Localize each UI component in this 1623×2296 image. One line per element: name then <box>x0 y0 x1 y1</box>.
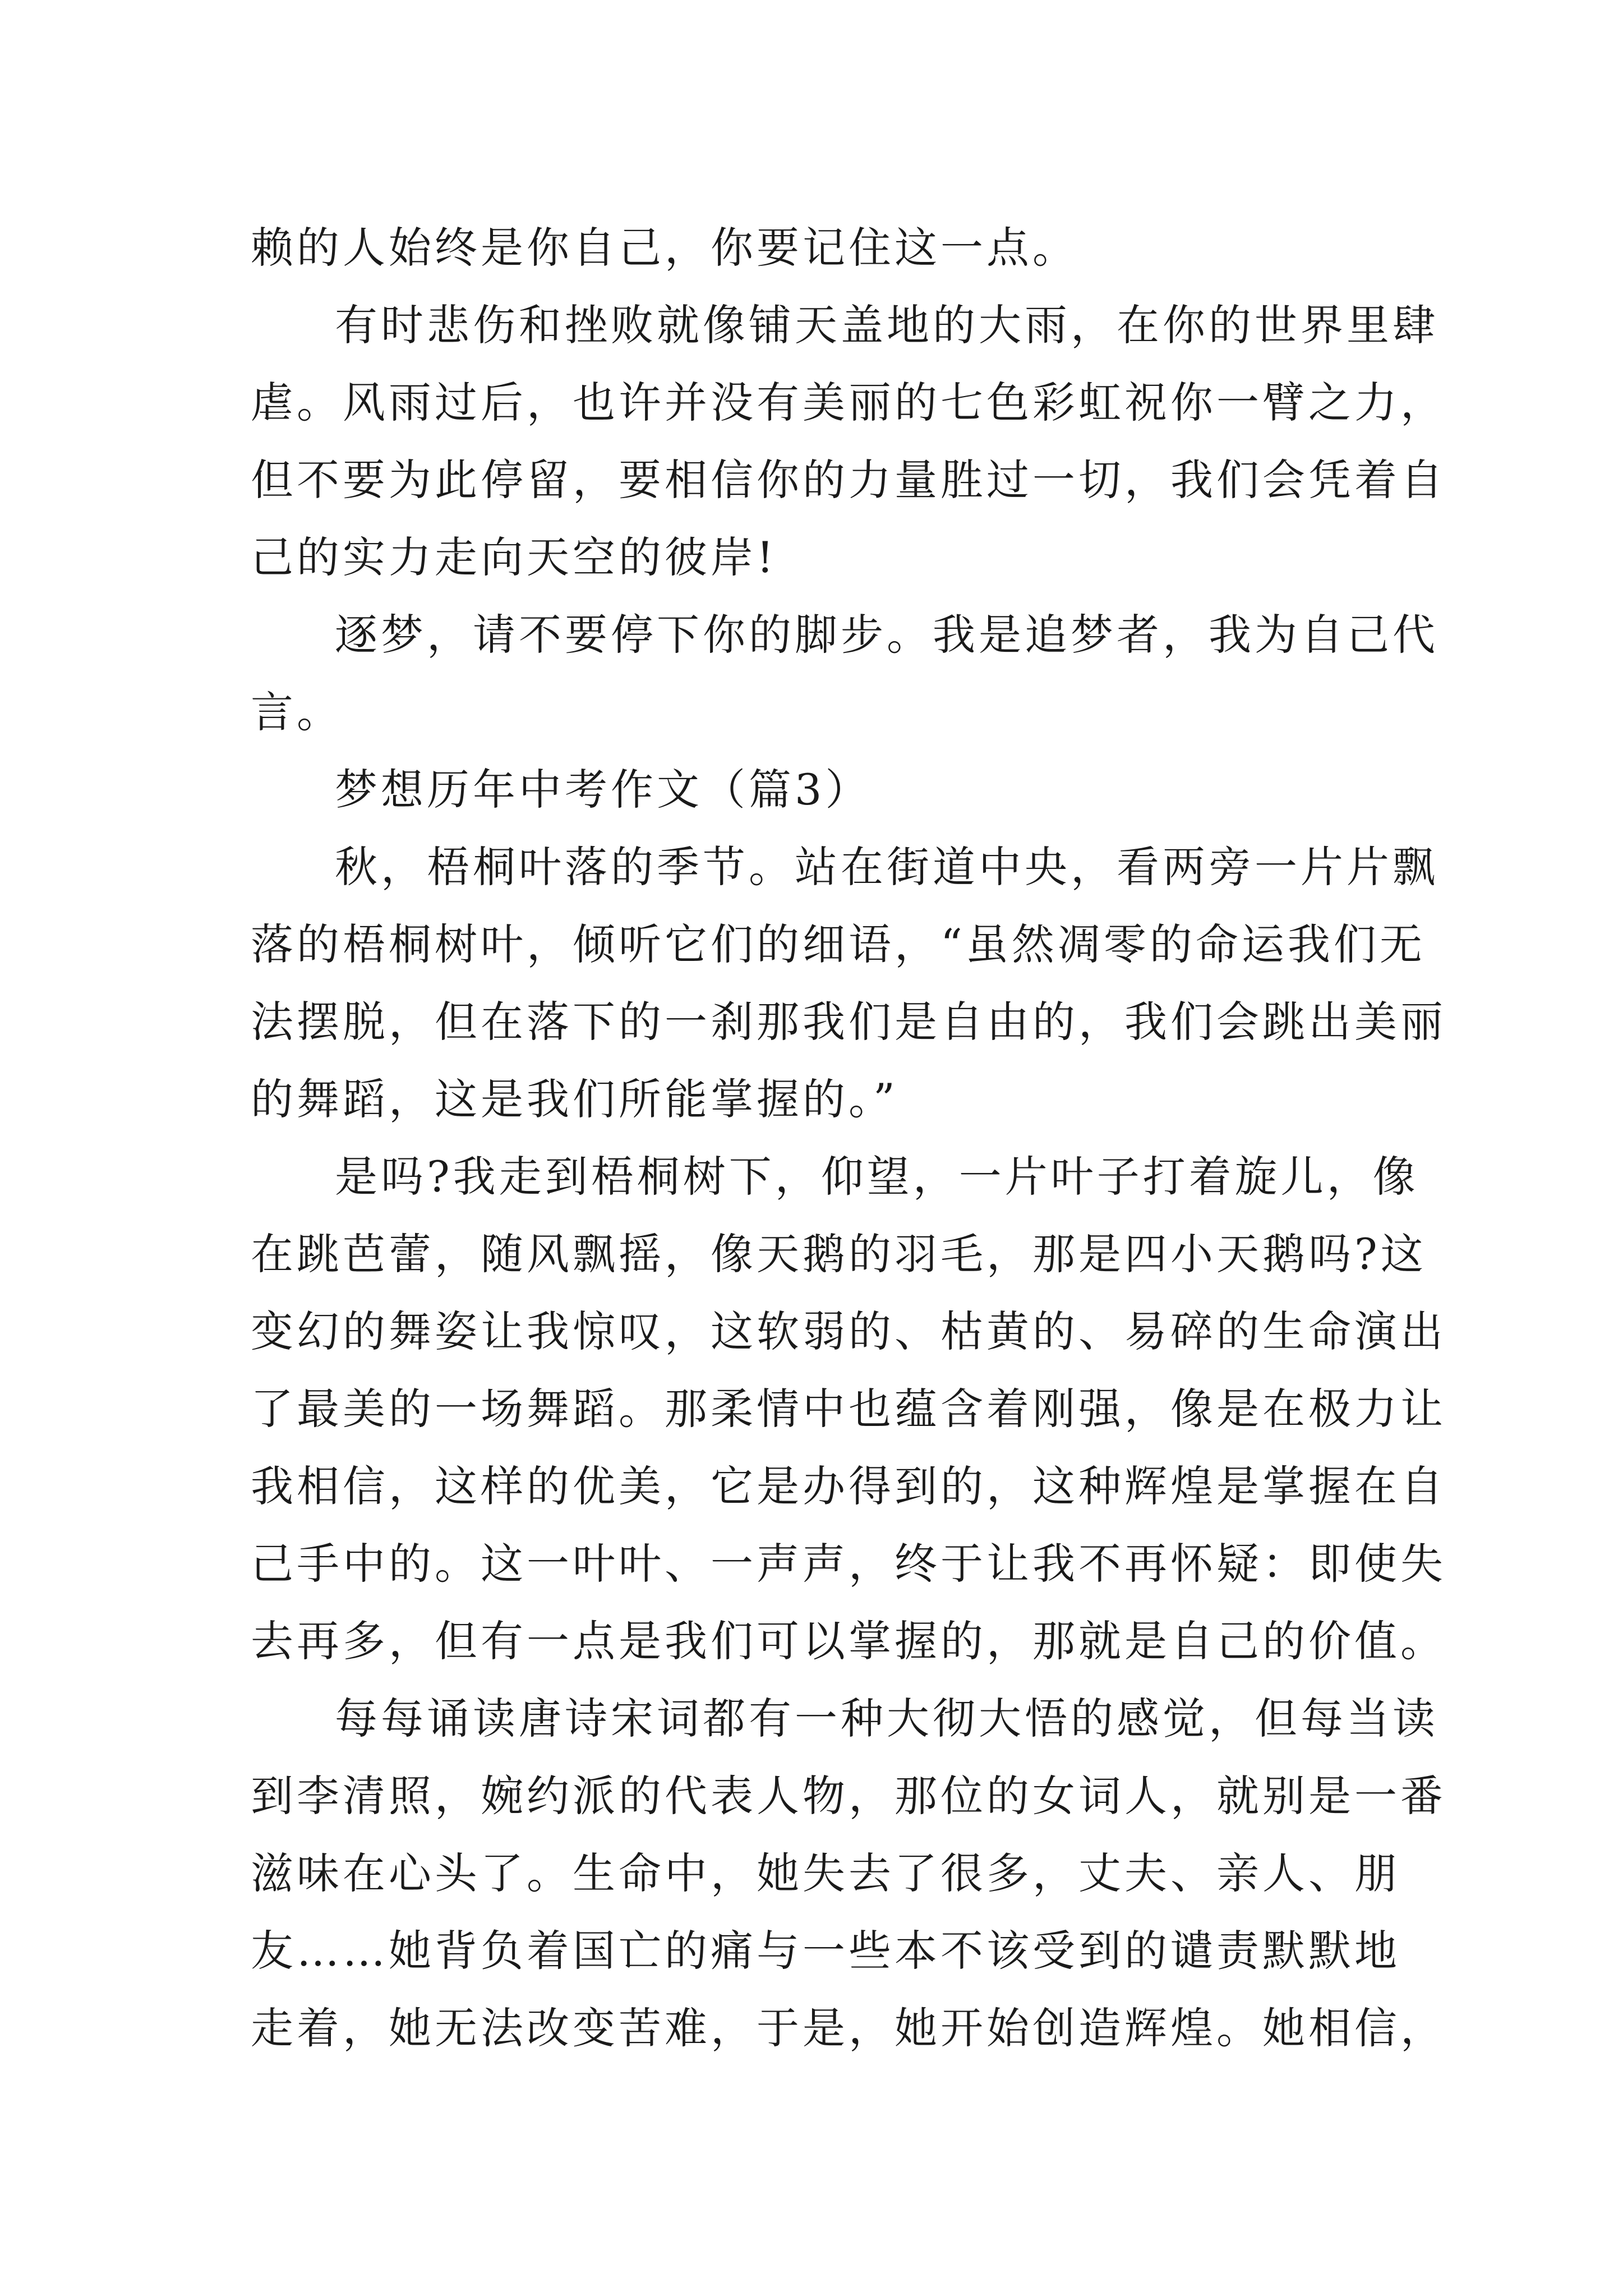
text-line: 我相信，这样的优美，它是办得到的，这种辉煌是掌握在自 <box>251 1461 1446 1511</box>
text-line: 走着，她无法改变苦难，于是，她开始创造辉煌。她相信， <box>251 2003 1446 2053</box>
text-line: 虐。风雨过后，也许并没有美丽的七色彩虹祝你一臂之力， <box>251 378 1446 427</box>
text-line: 赖的人始终是你自己，你要记住这一点。 <box>251 223 1078 273</box>
text-line: 法摆脱，但在落下的一刹那我们是自由的，我们会跳出美丽 <box>251 997 1446 1047</box>
paragraph-first-line: 秋，梧桐叶落的季节。站在街道中央，看两旁一片片飘 <box>335 842 1438 892</box>
section-heading: 梦想历年中考作文（篇3） <box>335 765 872 815</box>
text-line: 落的梧桐树叶，倾听它们的细语，“虽然凋零的命运我们无 <box>251 919 1426 969</box>
text-line: 到李清照，婉约派的代表人物，那位的女词人，就别是一番 <box>251 1771 1446 1821</box>
text-line: 变幻的舞姿让我惊叹，这软弱的、枯黄的、易碎的生命演出 <box>251 1306 1446 1356</box>
text-line: 己手中的。这一叶叶、一声声，终于让我不再怀疑：即使失 <box>251 1539 1446 1589</box>
text-line: 己的实力走向天空的彼岸! <box>251 532 777 582</box>
paragraph-first-line: 有时悲伤和挫败就像铺天盖地的大雨，在你的世界里肆 <box>335 300 1438 350</box>
paragraph-first-line: 是吗?我走到梧桐树下，仰望，一片叶子打着旋儿，像 <box>335 1152 1419 1202</box>
text-line: 了最美的一场舞蹈。那柔情中也蕴含着刚强，像是在极力让 <box>251 1384 1446 1434</box>
text-line: 滋味在心头了。生命中，她失去了很多，丈夫、亲人、朋 <box>251 1848 1400 1898</box>
text-line: 言。 <box>251 687 343 737</box>
paragraph-first-line: 每每诵读唐诗宋词都有一种大彻大悟的感觉，但每当读 <box>335 1694 1438 1743</box>
text-line: 的舞蹈，这是我们所能掌握的。” <box>251 1074 898 1124</box>
text-line: 友……她背负着国亡的痛与一些本不该受到的谴责默默地 <box>251 1926 1400 1976</box>
text-line: 但不要为此停留，要相信你的力量胜过一切，我们会凭着自 <box>251 455 1446 505</box>
text-line: 在跳芭蕾，随风飘摇，像天鹅的羽毛，那是四小天鹅吗?这 <box>251 1229 1427 1279</box>
text-line: 去再多，但有一点是我们可以掌握的，那就是自己的价值。 <box>251 1616 1446 1666</box>
paragraph-first-line: 逐梦，请不要停下你的脚步。我是追梦者，我为自己代 <box>335 610 1438 660</box>
